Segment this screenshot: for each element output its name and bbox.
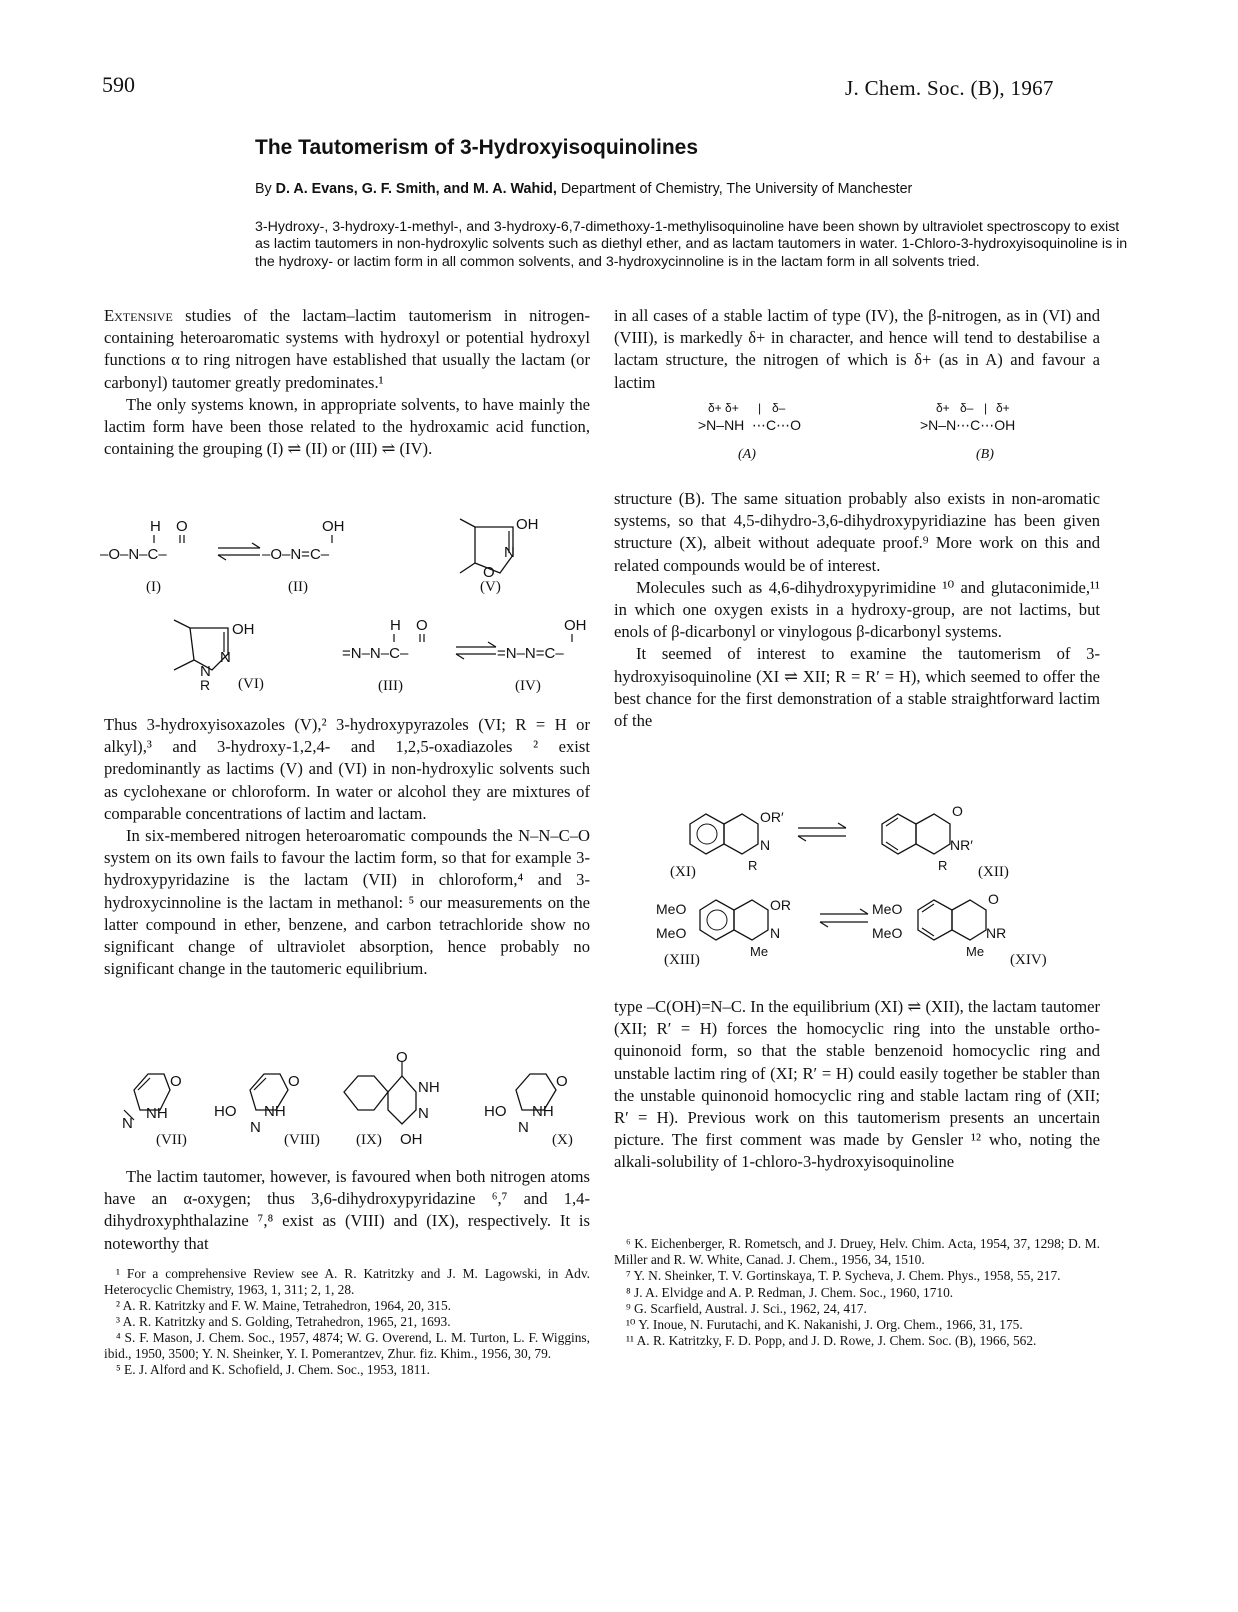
right-paragraph-2: structure (B). The same situation probably also exists in non-aromatic systems, so that 4,5-dihydro-3,6-dihydroxypyridiazine has been given structure (X), albeit without adequate proof.⁹ More work on this and related compounds would be of interest. [614,489,1100,575]
svg-text:N: N [122,1115,133,1132]
footnote-11: ¹¹ A. R. Katritzky, F. D. Popp, and J. D. Rowe, J. Chem. Soc. (B), 1966, 562. [626,1333,1037,1349]
footnote-7: ⁷ Y. N. Sheinker, T. V. Gortinskaya, T. P. Sycheva, J. Chem. Phys., 1958, 55, 217. [626,1268,1061,1284]
right-text-1 [614,305,1100,394]
right-paragraph-5: type –C(OH)=N–C. In the equilibrium (XI) ⇌ (XII), the lactam tautomer (XII; R′ = H) forces the homocyclic ring into the unstable ortho-quinonoid form, so that the stable benzenoid homocyclic ring and unstable lactim ring of (XI; R′ = H) could easily together be stabler than the unstable quinonoid homocyclic ring and stable lactam ring of (XII; R′ = H). Previous work on this tautomerism presents an uncertain picture. The first comment was made by Gensler ¹² who, noting the alkali-solubility of 1-chloro-3-hydroxyisoquinoline [614,997,1100,1172]
right-text-3 [614,996,1100,1174]
svg-text:MeO: MeO [656,925,687,941]
left-paragraph-1: Extensive studies of the lactam–lactim tautomerism in nitrogen-containing heteroaromatic systems with hydroxyl or potential hydroxyl functions α to ring nitrogen have established that usually the lactam (or carbonyl) tautomer greatly predominates.¹ [104,306,590,392]
svg-text:R: R [748,858,758,873]
svg-text:NH: NH [146,1105,168,1122]
label-XIII: (XIII) [664,952,700,968]
svg-text:|: | [984,401,988,415]
label-A: (A) [738,447,756,462]
svg-text:OR: OR [770,897,791,913]
svg-text:NH: NH [418,1079,440,1096]
svg-text:O: O [176,518,188,535]
svg-text:δ+: δ+ [936,401,950,415]
right-footnotes [614,1236,1100,1349]
label-I: (I) [146,579,161,595]
svg-text:NH: NH [532,1103,554,1120]
svg-text:N: N [200,663,211,680]
svg-text:O: O [952,803,963,819]
svg-text:OH: OH [564,617,587,634]
label-X: (X) [552,1132,573,1148]
svg-text:N: N [760,837,771,853]
left-paragraph-5: The lactim tautomer, however, is favoured when both nitrogen atoms have an α-oxygen; thus 3,6-dihydroxypyridazine ⁶,⁷ and 1,4-dihydroxyphthalazine ⁷,⁸ exist as (VIII) and (IX), respectively. It is noteworthy that [104,1167,590,1253]
label-V: (V) [480,579,501,595]
article-title: The Tautomerism of 3-Hydroxyisoquinolines [255,136,699,159]
svg-text:HO: HO [214,1103,237,1120]
label-B: (B) [976,447,994,462]
svg-text:δ–: δ– [960,401,974,415]
svg-text:=N–N–C–: =N–N–C– [342,645,409,662]
left-text-3 [104,1166,590,1255]
svg-text:δ+ δ+: δ+ δ+ [708,401,739,415]
svg-text:HO: HO [484,1103,507,1120]
affiliation: Department of Chemistry, The University of Manchester [560,181,913,197]
label-VI: (VI) [238,676,264,692]
page-number: 590 [102,72,135,97]
svg-text:MeO: MeO [656,901,687,917]
footnote-3: ³ A. R. Katritzky and S. Golding, Tetrahedron, 1965, 21, 1693. [116,1314,451,1329]
svg-text:R: R [200,677,211,693]
svg-text:MeO: MeO [872,925,903,941]
label-IV: (IV) [515,678,541,694]
svg-text:NH: NH [264,1103,286,1120]
svg-text:Me: Me [966,944,985,959]
label-VII: (VII) [156,1132,187,1148]
svg-text:Me: Me [750,944,769,959]
svg-text:H: H [150,518,161,535]
structures-XI-XIV [650,792,1070,982]
svg-text:O: O [396,1052,408,1066]
label-XII: (XII) [978,864,1009,880]
authors: D. A. Evans, G. F. Smith, and M. A. Wahid, [275,181,557,197]
left-footnotes [104,1266,590,1378]
svg-text:N: N [220,649,231,666]
left-text-1 [104,305,590,460]
footnote-4: ⁴ S. F. Mason, J. Chem. Soc., 1957, 4874; W. G. Overend, L. M. Turton, L. F. Wiggins, ibid., 1950, 3500; Y. N. Sheinker, Y. I. Pomerantzev, Zhur. fiz. Khim., 1956, 30, 79. [104,1330,590,1361]
label-III: (III) [378,678,403,694]
left-text-2 [104,714,590,980]
structures-VII-X [104,1052,594,1152]
right-paragraph-3: Molecules such as 4,6-dihydroxypyrimidine ¹⁰ and glutaconimide,¹¹ in which one oxygen exists in a hydroxy-group, are not lactims, but enols of β-dicarbonyl or vinylogous β-dicarbonyl systems. [614,577,1100,642]
byline [255,181,912,197]
label-IX: (IX) [356,1132,382,1148]
svg-text:NR: NR [986,925,1007,941]
svg-text:H: H [390,617,401,634]
svg-text:δ+: δ+ [996,401,1010,415]
svg-text:N: N [504,544,515,561]
left-paragraph-2: The only systems known, in appropriate solvents, to have mainly the lactim form have been those related to the hydroxamic acid function, containing the grouping (I) ⇌ (II) or (III) ⇌ (IV). [104,394,590,459]
svg-text:O: O [556,1073,568,1090]
footnote-2: ² A. R. Katritzky and F. W. Maine, Tetrahedron, 1964, 20, 315. [116,1298,451,1313]
journal-citation: J. Chem. Soc. (B), 1967 [845,76,1054,100]
footnote-6: ⁶ K. Eichenberger, R. Rometsch, and J. Druey, Helv. Chim. Acta, 1954, 37, 1298; D. M. Miller and R. W. White, Canad. J. Chem., 1956, 34, 1510. [614,1236,1100,1268]
lead-word: Extensive [104,306,173,325]
svg-text:=N–N=C–: =N–N=C– [497,645,564,662]
label-XIV: (XIV) [1010,952,1047,968]
label-II: (II) [288,579,308,595]
svg-text:⋯C⋯O: ⋯C⋯O [752,417,801,433]
svg-text:OR′: OR′ [760,809,784,825]
byline-prefix: By [255,181,272,197]
svg-text:OH: OH [232,621,255,638]
svg-text:O: O [288,1073,300,1090]
svg-text:NR′: NR′ [950,837,973,853]
svg-text:–O–N–C–: –O–N–C– [100,546,167,563]
left-paragraph-4: In six-membered nitrogen heteroaromatic compounds the N–N–C–O system on its own fails to favour the lactim form, so that for example 3-hydroxypyridazine is the lactam (VII) in chloroform,⁴ and 3-hydroxycinnoline is the lactam in methanol: ⁵ our measurements on the latter compound in ether, benzene, and carbon tetrachloride show no significant change of ultraviolet absorption, hence probably no significant change in the tautomeric equilibrium. [104,826,590,979]
svg-text:OH: OH [516,516,539,533]
svg-text:OH: OH [322,518,345,535]
footnote-10: ¹⁰ Y. Inoue, N. Furutachi, and K. Nakanishi, J. Org. Chem., 1966, 31, 175. [626,1317,1023,1333]
right-text-2 [614,488,1100,732]
svg-text:N: N [250,1119,261,1136]
footnote-9: ⁹ G. Scarfield, Austral. J. Sci., 1962, 24, 417. [626,1300,867,1316]
svg-text:MeO: MeO [872,901,903,917]
svg-text:O: O [483,564,495,581]
svg-text:O: O [170,1073,182,1090]
structures-I-II-V [100,515,590,600]
footnote-5: ⁵ E. J. Alford and K. Schofield, J. Chem. Soc., 1953, 1811. [116,1362,430,1377]
svg-text:R: R [938,858,948,873]
svg-text:N: N [518,1119,529,1136]
svg-text:>N–NH: >N–NH [698,417,745,433]
svg-text:N: N [770,925,781,941]
right-paragraph-4: It seemed of interest to examine the tautomerism of 3-hydroxyisoquinoline (XI ⇌ XII; R = R′ = H), which seemed to offer the best chance for the first demonstration of a stable straightforward lactim of the [614,644,1100,731]
label-VIII: (VIII) [284,1132,320,1148]
svg-text:N: N [418,1105,429,1122]
structures-VI-III-IV [160,612,600,694]
svg-text:δ–: δ– [772,401,786,415]
structures-A-B [680,398,1080,470]
svg-text:–O–N=C–: –O–N=C– [262,546,330,563]
svg-text:>N–N⋯C⋯OH: >N–N⋯C⋯OH [920,417,1016,433]
footnote-8: ⁸ J. A. Elvidge and A. P. Redman, J. Chem. Soc., 1960, 1710. [626,1284,954,1300]
svg-text:O: O [416,617,428,634]
label-XI: (XI) [670,864,696,880]
right-paragraph-1: in all cases of a stable lactim of type (IV), the β-nitrogen, as in (VI) and (VIII), is markedly δ+ in character, and hence will tend to destabilise a lactam structure, the nitrogen of which is δ+ (as in A) and favour a lactim [614,306,1100,392]
left-paragraph-3: Thus 3-hydroxyisoxazoles (V),² 3-hydroxypyrazoles (VI; R = H or alkyl),³ and 3-hydroxy-1,2,4- and 1,2,5-oxadiazoles ² exist predominantly as lactims (V) and (VI) in non-hydroxylic solvents such as cyclohexane or chloroform. In water or alcohol they are mixtures of comparable concentrations of lactim and lactam. [104,715,590,823]
abstract: 3-Hydroxy-, 3-hydroxy-1-methyl-, and 3-hydroxy-6,7-dimethoxy-1-methylisoquinoline have been shown by ultraviolet spectroscopy to exist as lactim tautomers in non-hydroxylic solvents such as diethyl ether, and as lactam tautomers in water. 1-Chloro-3-hydroxyisoquinoline is in the hydroxy- or lactim form in all common solvents, and 3-hydroxycinnoline is in the lactam form in all solvents tried. [255,219,1128,270]
footnote-1: ¹ For a comprehensive Review see A. R. Katritzky and J. M. Lagowski, in Adv. Heterocyclic Chemistry, 1963, 1, 311; 2, 1, 28. [104,1266,590,1297]
svg-text:OH: OH [400,1131,423,1148]
svg-text:|: | [758,401,762,415]
svg-text:O: O [988,891,999,907]
